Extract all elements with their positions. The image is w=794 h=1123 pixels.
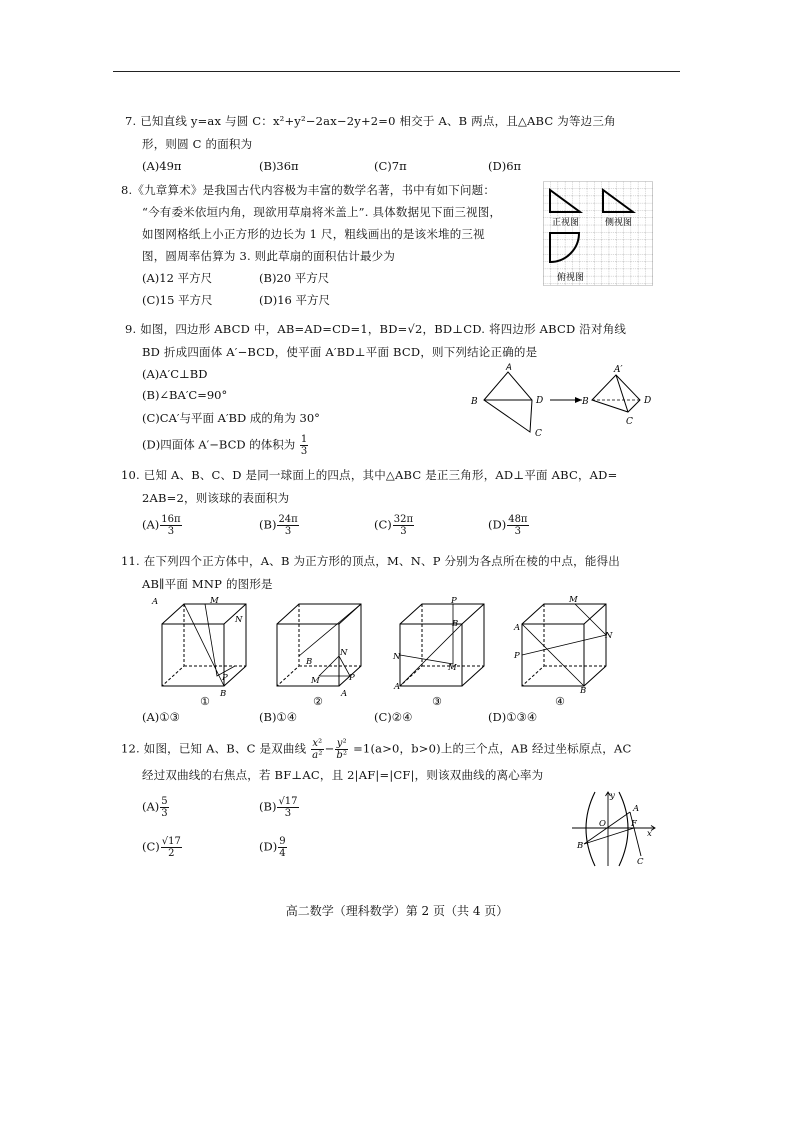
q12-line1: 12. 如图，已知 A、B、C 是双曲线 $\frac{\text{x²}}{\text{a²}}$ − $\frac{\text{y²}}{\text{b²}}$ =1(a>0，b>0)上的三个点，AB 经过坐标原点，AC (121, 738, 632, 761)
fraction-denominator: 3 (300, 446, 308, 457)
fig-label-a-prime: A′ (614, 365, 623, 375)
cube-3-caption: ③ (432, 695, 442, 707)
option-prefix: (C) (374, 517, 392, 532)
q9-option-c: (C)CA′与平面 A′BD 成的角为 30° (142, 411, 320, 425)
cube-1-caption: ① (200, 695, 210, 707)
fraction-numerator: 48π (508, 514, 528, 525)
svg-text:A: A (514, 623, 521, 633)
q7-line1: 7. 已知直线 y=ax 与圆 C：x²+y²−2ax−2y+2=0 相交于 A、B 两点，且△ABC 为等边三角 (125, 114, 616, 128)
q10-line2: 2AB=2，则该球的表面积为 (142, 491, 290, 505)
q7-option-c: (C)7π (374, 159, 407, 173)
q11-line2: AB∥平面 MNP 的图形是 (142, 577, 273, 591)
option-prefix: (D) (259, 839, 278, 854)
option-prefix: (A) (142, 517, 160, 532)
q8-top-view-label: 俯视图 (557, 273, 585, 283)
svg-text:B: B (577, 841, 584, 851)
q9-line2: BD 折成四面体 A′−BCD，使平面 A′BD⊥平面 BCD，则下列结论正确的是 (142, 345, 538, 359)
q9-option-d-text: (D)四面体 A′−BCD 的体积为 (142, 437, 296, 452)
fraction-denominator: b² (336, 750, 348, 761)
fig-label-a: A (506, 363, 512, 373)
svg-text:B: B (306, 657, 313, 667)
cube-1 (162, 604, 246, 686)
fraction-denominator: 3 (400, 526, 407, 537)
q9-option-a: (A)A′C⊥BD (142, 367, 208, 381)
q8-line1: 8.《九章算术》是我国古代内容极为丰富的数学名著，书中有如下问题： (121, 183, 496, 197)
q8-option-b: (B)20 平方尺 (259, 271, 330, 285)
option-prefix: (B) (259, 799, 277, 814)
fraction-numerator: √17 (161, 836, 181, 847)
option-prefix: (B) (259, 517, 277, 532)
q10-line1: 10. 已知 A、B、C、D 是同一球面上的四点，其中△ABC 是正三角形，AD⊥平面 ABC，AD= (121, 468, 618, 482)
cube-4 (522, 604, 606, 686)
svg-text:B: B (220, 689, 227, 699)
q8-three-view-figure (543, 181, 653, 286)
q8-line2: “今有委米依垣内角，现欲用草扇将米盖上”. 具体数据见下面三视图， (142, 205, 502, 219)
header-rule (113, 71, 680, 72)
svg-text:M: M (210, 596, 219, 606)
fig-label-b: B (471, 397, 478, 407)
svg-text:A: A (394, 682, 401, 692)
fraction-numerator: 1 (300, 434, 308, 445)
cube-3 (400, 604, 484, 686)
fraction-denominator: 3 (514, 526, 522, 537)
q9-line1: 9. 如图，四边形 ABCD 中，AB=AD=CD=1，BD=√2，BD⊥CD. 将四边形 ABCD 沿对角线 (125, 322, 627, 336)
q12-frac-y (335, 738, 348, 761)
svg-text:P: P (451, 596, 457, 606)
q11-option-a: (A)①③ (142, 710, 180, 724)
svg-text:M: M (311, 676, 320, 686)
svg-text:B: B (580, 686, 587, 696)
q12-option-d (259, 836, 288, 859)
fraction-denominator: 3 (284, 808, 292, 819)
fraction-numerator: √17 (278, 796, 298, 807)
q7-option-b: (B)36π (259, 159, 299, 173)
svg-text:N: N (340, 648, 348, 658)
q11-option-d: (D)①③④ (488, 710, 538, 724)
q10-option-d (488, 514, 530, 537)
svg-text:P: P (222, 673, 228, 683)
q8-option-a: (A)12 平方尺 (142, 271, 213, 285)
svg-text:O: O (599, 819, 606, 829)
q11-option-c: (C)②④ (374, 710, 413, 724)
q8-line4: 图，圆周率估算为 3. 则此草扇的面积估计最少为 (142, 249, 396, 263)
q9-option-d (142, 434, 309, 457)
svg-text:M: M (448, 663, 457, 673)
q11-option-b: (B)①④ (259, 710, 298, 724)
q10-option-c (374, 514, 415, 537)
svg-text:C: C (637, 857, 644, 867)
option-fraction (160, 514, 181, 537)
fig-label-c2: C (626, 417, 633, 427)
fig-label-b2: B (582, 397, 589, 407)
option-fraction (277, 514, 298, 537)
svg-text:A: A (152, 597, 159, 607)
q7-option-a: (A)49π (142, 159, 182, 173)
q11-cube-figures (150, 592, 630, 707)
svg-text:y: y (610, 791, 615, 801)
fraction-denominator: a² (312, 750, 323, 761)
fraction-numerator: 9 (279, 836, 286, 847)
svg-text:B: B (452, 619, 459, 629)
fraction-numerator: 5 (161, 796, 168, 807)
svg-text:A: A (633, 804, 640, 814)
q9-option-d-fraction (300, 434, 308, 457)
fraction-numerator: 16π (161, 514, 181, 525)
svg-text:P: P (514, 651, 520, 661)
svg-text:N: N (393, 652, 401, 662)
fraction-numerator: x² (312, 738, 323, 749)
option-fraction (507, 514, 528, 537)
q12-line1-post: =1(a>0，b>0)上的三个点，AB 经过坐标原点，AC (353, 741, 632, 756)
svg-text:P: P (349, 673, 355, 683)
option-fraction (161, 836, 182, 859)
svg-text:N: N (605, 631, 613, 641)
fig-label-c: C (535, 429, 542, 439)
option-prefix: (C) (142, 839, 160, 854)
q12-line2: 经过双曲线的右焦点，若 BF⊥AC，且 2|AF|=|CF|，则该双曲线的离心率为 (142, 768, 544, 782)
option-fraction (277, 796, 298, 819)
q12-option-b (259, 796, 300, 819)
fraction-denominator: 2 (168, 848, 175, 859)
q8-option-d: (D)16 平方尺 (259, 293, 330, 307)
fraction-denominator: 3 (161, 808, 168, 819)
q8-front-view-label: 正视图 (552, 218, 580, 228)
option-fraction (160, 796, 168, 819)
fraction-numerator: 24π (278, 514, 298, 525)
q8-side-view-label: 侧视图 (605, 218, 633, 228)
q8-option-c: (C)15 平方尺 (142, 293, 213, 307)
option-prefix: (D) (488, 517, 507, 532)
cube-2-caption: ② (313, 695, 323, 707)
fig-label-d: D (536, 396, 544, 406)
svg-text:N: N (235, 615, 243, 625)
q12-line1-pre: 12. 如图，已知 A、B、C 是双曲线 (121, 741, 307, 756)
q12-frac-x (311, 738, 323, 761)
svg-text:A: A (341, 689, 348, 699)
option-fraction (393, 514, 414, 537)
svg-text:M: M (569, 595, 578, 605)
svg-text:x: x (647, 829, 652, 839)
option-prefix: (A) (142, 799, 160, 814)
fraction-numerator: 32π (393, 514, 414, 525)
fraction-denominator: 4 (279, 848, 286, 859)
q12-option-c (142, 836, 183, 859)
q8-line3: 如图网格纸上小正方形的边长为 1 尺，粗线画出的是该米堆的三视 (142, 227, 485, 241)
fraction-denominator: 3 (167, 526, 175, 537)
fraction-numerator: y² (336, 738, 347, 749)
fraction-denominator: 3 (284, 526, 292, 537)
q12-hyperbola-figure (567, 788, 657, 868)
cube-4-caption: ④ (555, 695, 565, 707)
q7-option-d: (D)6π (488, 159, 522, 173)
q10-option-a (142, 514, 183, 537)
page-footer: 高二数学（理科数学）第 2 页（共 4 页） (285, 904, 509, 918)
q7-line2: 形，则圆 C 的面积为 (142, 137, 253, 151)
q9-option-b: (B)∠BA′C=90° (142, 388, 228, 402)
option-fraction (278, 836, 286, 859)
q11-line1: 11. 在下列四个正方体中，A、B 为正方形的顶点，M、N、P 分别为各点所在棱的中点，能得出 (121, 554, 620, 568)
svg-text:F: F (631, 819, 637, 829)
q10-option-b (259, 514, 300, 537)
q12-option-a (142, 796, 170, 819)
q9-fold-figure (466, 360, 666, 440)
fig-label-d2: D (644, 396, 652, 406)
